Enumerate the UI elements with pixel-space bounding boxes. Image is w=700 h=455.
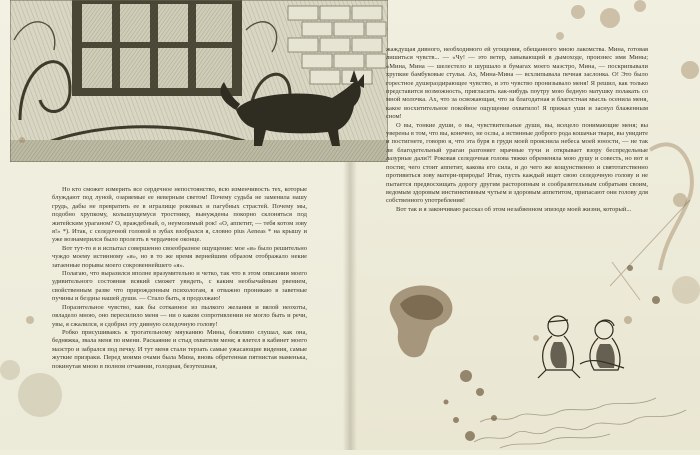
left-paragraph-3: Полагаю, что выразился вполне вразумительно и четко, так что в этом описании моего удивительного состояния всякий сможет увидеть, с каким необычайным рвением, свойственным разве что прирожденным психологам, я отважно проникаю в заветные пучины и бездны нашей души. — Стало быть, я продолжаю! [52,270,307,303]
left-paragraph-5: Робко присушиваясь к трогательному мяуканию Мины, боязливо слушал, как она, бедняжка, звала меня по имени. Раскаяние и стыд охватили меня; я влетел в кабинет моего маэстро и забрался под печку. И тут меня стали терзать самые ужасающие видения, самые жуткие призраки. Перед моими очами была Мина, вновь обретенная пятнистая маменька, покинутая мною в полном отчаянии, голодная, безутешная, [52,328,307,370]
left-page-text [52,186,307,371]
left-paragraph-4: Поразительное чувство, как бы сотканное из пылкого желания и вялой неохоты, овладело мною, оно пересилило меня — ни о каком сопротивлении не могло быть и речи, увы, я сжалился, я сдобрил эту дивную селедочную голову! [52,303,307,328]
cat-etching-illustration [10,0,388,162]
right-paragraph-1: жаждущая дивного, необходимого ей угощения, обещанного мною лакомства. Мина, готовая лишиться чувств... — «Чу! — это ветер, завывающий в дымоходе, произнес имя Мины; «Мина, Мина — шелестело и шуршало в бумагах моего маэстро, Мина, — поскрипывали хрупкие бамбуковые стулья. Ах, Мина-Мина — всхлипывала печная заслонка. О! Это было горестное душераздирающее чувство, и это чувство пронизывало меня! Я решил, как только представится возможность, пригласить как-нибудь поутру мою бедную матушку полакать со мной молочка. Ах, что за освежающая, что за благодатная и благостная мысль осенила меня, какое восхитительное покойное ощущение охватило! Я прижал уши и заснул блаженным сном! [386,46,648,121]
handwriting-scribble [470,392,690,450]
right-page-text [386,46,648,214]
right-paragraph-3: Вот так и я закончиваю рассказ об этом незабвенном эпизоде моей жизни, который... [396,205,632,213]
right-paragraph-2: О вы, тонкие души, о вы, чувствительные души, вы, всецело понимающие меня; вы уверены в том, что вы, конечно, не ослы, а истинные доброго рода кошачьи твари, вы увидите и постигнете, говорю я, что эта буря в груди моей прояснила небеса моей юности, — не так ли благодетельный ураган разгоняет мрачные тучи и открывает взору беспредельные лазурные дали?! Роковая селедочная голова тяжко обременяла мою душу и совесть, но вот я постиг, чего стоит аппетит, какова его сила, и до чего же кощунственно и святотатственно противиться зову матери-природы! Итак, пусть каждый ищет свою селедочную голову и не пытается предвосхищать дорогу другим расторопным и сообразительным собратьям своим, ведомым здоровым инстинктивным чутьем и здоровым аппетитом, припасают они голову для собственного употребления! [386,121,648,205]
left-paragraph-2: Вот тут-то я и испытал совершенно своеобразное ощущение: мое «я» было решительно чуждо моему истинному «я», но в то же время вернейшим образом отображало некие затаенные порывы моего сокровеннейшего «я». [52,244,307,269]
left-paragraph-1: Но кто сможет измерить все сердечное непостоянство, всю изменчивость тех, которые блуждают под луной, озаряемые ее неверным светом! Почему судьба не заменила нашу грудь, дабы не превратить ее в игралище роковых и пагубных страстей. Почему мы, подобно хрупкому, колышущемуся тростнику, вынуждены покорно склоняться под житейским ураганом? О, враждебный, о, неумолимый рок! «О, аппетит, — тебя котом зову я!» *). Итак, с селедочной головой в зубах взобрался я, словно pius Aeneas * на крышу и уже вознамерился было пролезть в чердачное оконце. [52,186,307,244]
figures-vignette [528,308,640,382]
